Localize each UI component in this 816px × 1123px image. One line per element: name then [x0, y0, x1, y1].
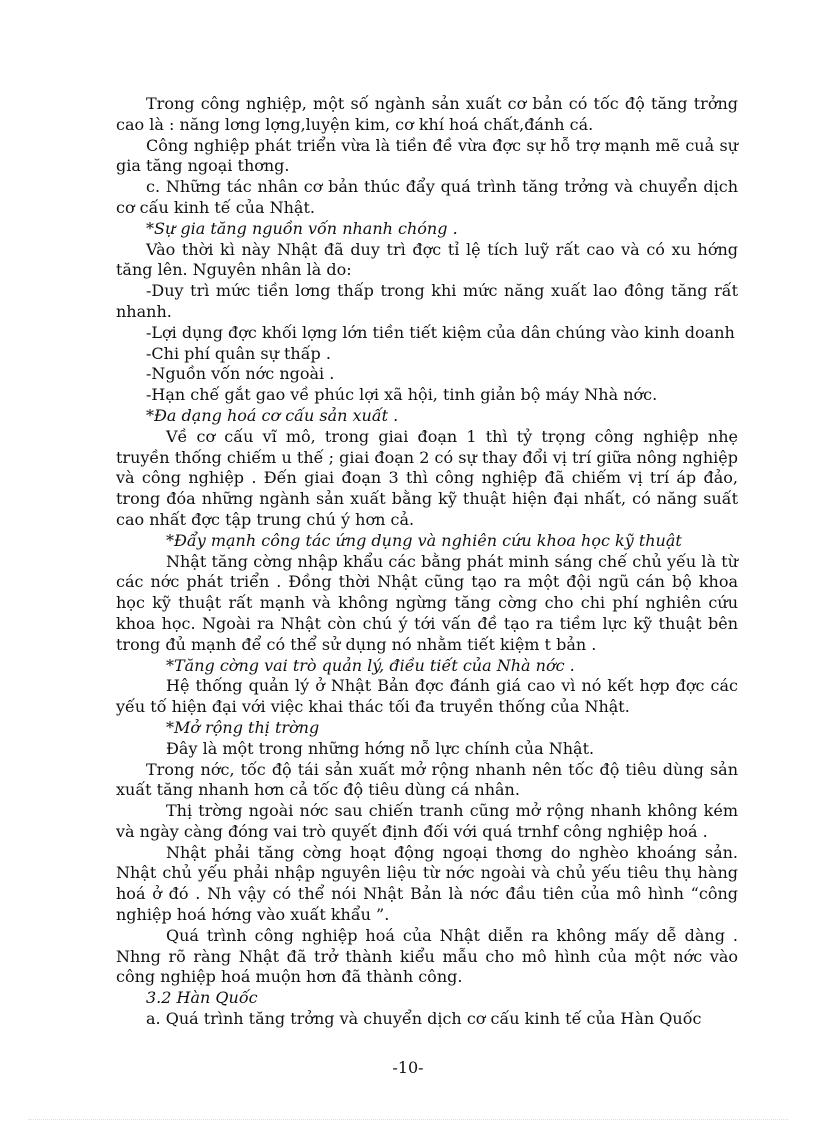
chapter-heading: 3.2 Hàn Quốc — [146, 988, 258, 1008]
section-heading: *Mở rộng thị trờng — [166, 717, 320, 737]
paragraph: Công nghiệp phát triển vừa là tiền đề vừa đợc sự hỗ trợ mạnh mẽ cuả sự gia tăng ngoại thơng. — [116, 135, 738, 176]
page-number: -10- — [392, 1058, 424, 1077]
subsection-heading: a. Quá trình tăng trởng và chuyển dịch cơ cấu kinh tế của Hàn Quốc — [146, 1009, 702, 1029]
list-item: -Chi phí quân sự thấp . — [146, 343, 331, 363]
paragraph: Trong công nghiệp, một số ngành sản xuất cơ bản có tốc độ tăng trởng cao là : năng lơng lợng,luyện kim, cơ khí hoá chất,đánh cá. — [116, 94, 738, 134]
list-item: -Duy trì mức tiền lơng thấp trong khi mức năng xuất lao đông tăng rất nhanh. — [116, 281, 738, 321]
paragraph: Nhật tăng cờng nhập khẩu các bằng phát minh sáng chế chủ yếu là từ các nớc phát triển . Đồng thời Nhật cũng tạo ra một đội ngũ cán bộ khoa học kỹ thuật rất mạnh và không ngừng tăng cờng cho chi phí nghiên cứu khoa học. Ngoài ra Nhật còn chú ý tới vấn đề tạo ra tiềm lực kỹ thuật bên trong đủ mạnh để có thể sử dụng nó nhằm tiết kiệm t bản . — [116, 551, 738, 654]
paragraph: Quá trình công nghiệp hoá của Nhật diễn ra không mấy dễ dàng . Nhng rõ ràng Nhật đã trở thành kiểu mẫu cho mô hình của một nớc vào công nghiệp hoá muộn hơn đã thành công. — [116, 925, 738, 987]
paragraph: Hệ thống quản lý ở Nhật Bản đợc đánh giá cao vì nó kết hợp đợc các yếu tố hiện đại với việc khai thác tối đa truyền thống của Nhật. — [116, 676, 738, 717]
paragraph: Về cơ cấu vĩ mô, trong giai đoạn 1 thì tỷ trọng công nghiệp nhẹ truyền thống chiếm u thế ; giai đoạn 2 có sự thay đổi vị trí giữa nông nghiệp và công nghiệp . Đến giai đoạn 3 thì công nghiệp đã chiếm vị trí áp đảo, trong đóa những ngành sản xuất bằng kỹ thuật hiện đại nhất, có năng suất cao nhất đợc tập trung chú ý hơn cả. — [116, 426, 738, 529]
paragraph: Trong nớc, tốc độ tái sản xuất mở rộng nhanh nên tốc độ tiêu dùng sản xuất tăng nhanh hơn cả tốc độ tiêu dùng cá nhân. — [116, 759, 738, 800]
list-item: -Lợi dụng đợc khối lợng lớn tiền tiết kiệm của dân chúng vào kinh doanh — [146, 322, 735, 342]
list-item: -Hạn chế gắt gao về phúc lợi xã hội, tinh giản bộ máy Nhà nớc. — [146, 385, 658, 405]
section-heading: *Tăng cờng vai trò quản lý, điều tiết của Nhà nớc . — [166, 655, 575, 675]
list-item: -Nguồn vốn nớc ngoài . — [146, 364, 335, 384]
paragraph: Vào thời kì này Nhật đã duy trì đợc tỉ lệ tích luỹ rất cao và có xu hớng tăng lên. Nguyên nhân là do: — [116, 239, 738, 280]
paragraph: Nhật phải tăng cờng hoạt động ngoại thơng do nghèo khoáng sản. Nhật chủ yếu phải nhập nguyên liệu từ nớc ngoài và chủ yếu tiêu thụ hàng hoá ở đó . Nh vậy có thể nói Nhật Bản là nớc đầu tiên của mô hình “công nghiệp hoá hớng vào xuất khẩu ”. — [116, 842, 738, 925]
section-heading: *Sự gia tăng nguồn vốn nhanh chóng . — [146, 218, 458, 238]
paragraph: c. Những tác nhân cơ bản thúc đẩy quá trình tăng trởng và chuyển dịch cơ cấu kinh tế của Nhật. — [116, 177, 738, 217]
section-heading: *Đẩy mạnh công tác ứng dụng và nghiên cứu khoa học kỹ thuật — [166, 530, 682, 550]
paragraph: Thị trờng ngoài nớc sau chiến tranh cũng mở rộng nhanh không kém và ngày càng đóng vai trò quyết định đối với quá trnhf công nghiệp hoá . — [116, 801, 738, 841]
paragraph: Đây là một trong những hớng nỗ lực chính của Nhật. — [166, 738, 595, 758]
section-heading: *Đa dạng hoá cơ cấu sản xuất . — [146, 405, 399, 425]
document-body — [116, 94, 738, 1030]
page-bottom-divider — [28, 1119, 788, 1120]
